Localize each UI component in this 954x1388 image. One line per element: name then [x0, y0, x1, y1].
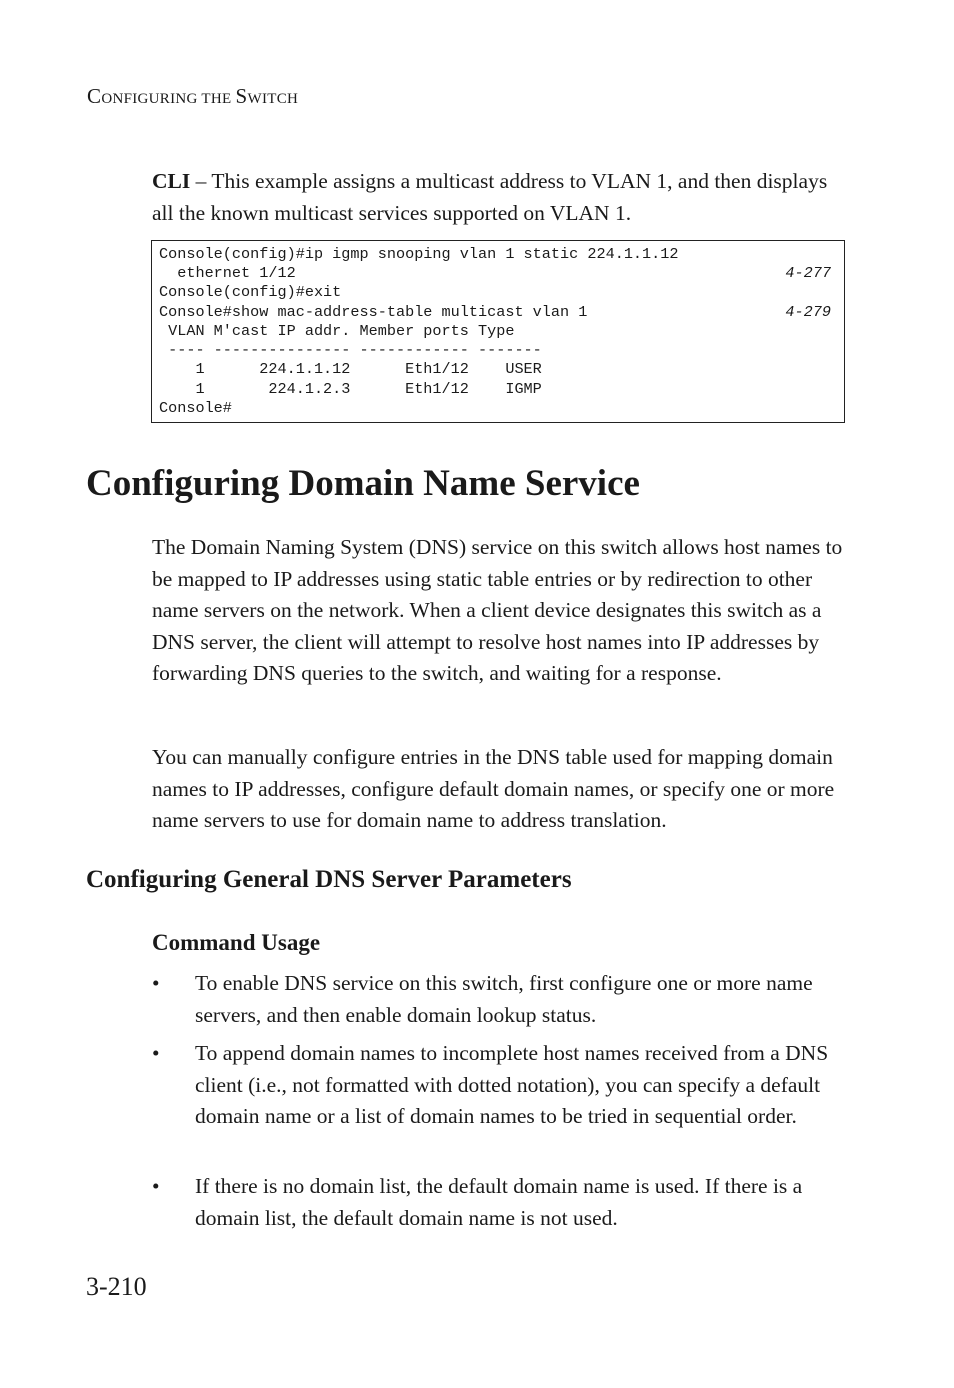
- bullet-icon: •: [152, 971, 160, 995]
- dns-intro-paragraph: The Domain Naming System (DNS) service on this switch allows host names to be mapped to IP addresses using static table entries or by redirection to other name servers on the network. When a client device designates this switch as a DNS server, the client will attempt to resolve host names into IP addresses by forwarding DNS queries to the switch, and waiting for a response.: [152, 535, 843, 685]
- code-line: 1 224.1.2.3 Eth1/12 IGMP: [159, 380, 542, 398]
- bullet-text: To append domain names to incomplete host names received from a DNS client (i.e., not formatted with dotted notation), you can specify a default domain name or a list of domain names to be tried in sequential order.: [195, 1041, 829, 1128]
- page-number: 3-210: [86, 1272, 147, 1301]
- bullet-icon: •: [152, 1041, 160, 1065]
- bullet-text: To enable DNS service on this switch, first configure one or more name servers, and then enable domain lookup status.: [195, 971, 813, 1027]
- code-line: Console(config)#exit: [159, 283, 342, 301]
- running-header-initial-s: S: [235, 84, 248, 108]
- code-line: ---- --------------- ------------ -------: [159, 341, 542, 359]
- bullet-text: If there is no domain list, the default domain name is used. If there is a domain list, the default domain name is not used.: [195, 1174, 803, 1230]
- code-line: Console#: [159, 399, 232, 417]
- section-title: Configuring Domain Name Service: [86, 463, 640, 504]
- code-line: Console#show mac-address-table multicast vlan 1: [159, 303, 588, 321]
- running-header-part-1: ONFIGURING THE: [101, 91, 236, 107]
- cli-label: CLI: [152, 169, 191, 193]
- code-line: VLAN M'cast IP addr. Member ports Type: [159, 322, 515, 340]
- running-header-initial-c: C: [87, 84, 102, 108]
- cli-intro: [152, 166, 852, 229]
- dns-config-paragraph: You can manually configure entries in the DNS table used for mapping domain names to IP addresses, configure default domain names, or specify one or more name servers to use for domain name to address translation.: [152, 745, 835, 832]
- command-usage-title: Command Usage: [152, 930, 321, 955]
- subsection-title: Configuring General DNS Server Parameters: [86, 866, 572, 893]
- running-header-part-2: WITCH: [247, 91, 299, 107]
- code-line: 1 224.1.1.12 Eth1/12 USER: [159, 360, 542, 378]
- code-page-reference: 4-277: [785, 264, 831, 282]
- code-line: Console(config)#ip igmp snooping vlan 1 static 224.1.1.12: [159, 245, 679, 263]
- cli-intro-text: – This example assigns a multicast address to VLAN 1, and then displays all the known multicast services supported on VLAN 1.: [152, 169, 828, 225]
- bullet-icon: •: [152, 1174, 160, 1198]
- code-example-box: [151, 240, 845, 423]
- code-line: ethernet 1/12: [159, 264, 296, 282]
- running-header: [87, 84, 298, 109]
- code-page-reference: 4-279: [785, 303, 831, 321]
